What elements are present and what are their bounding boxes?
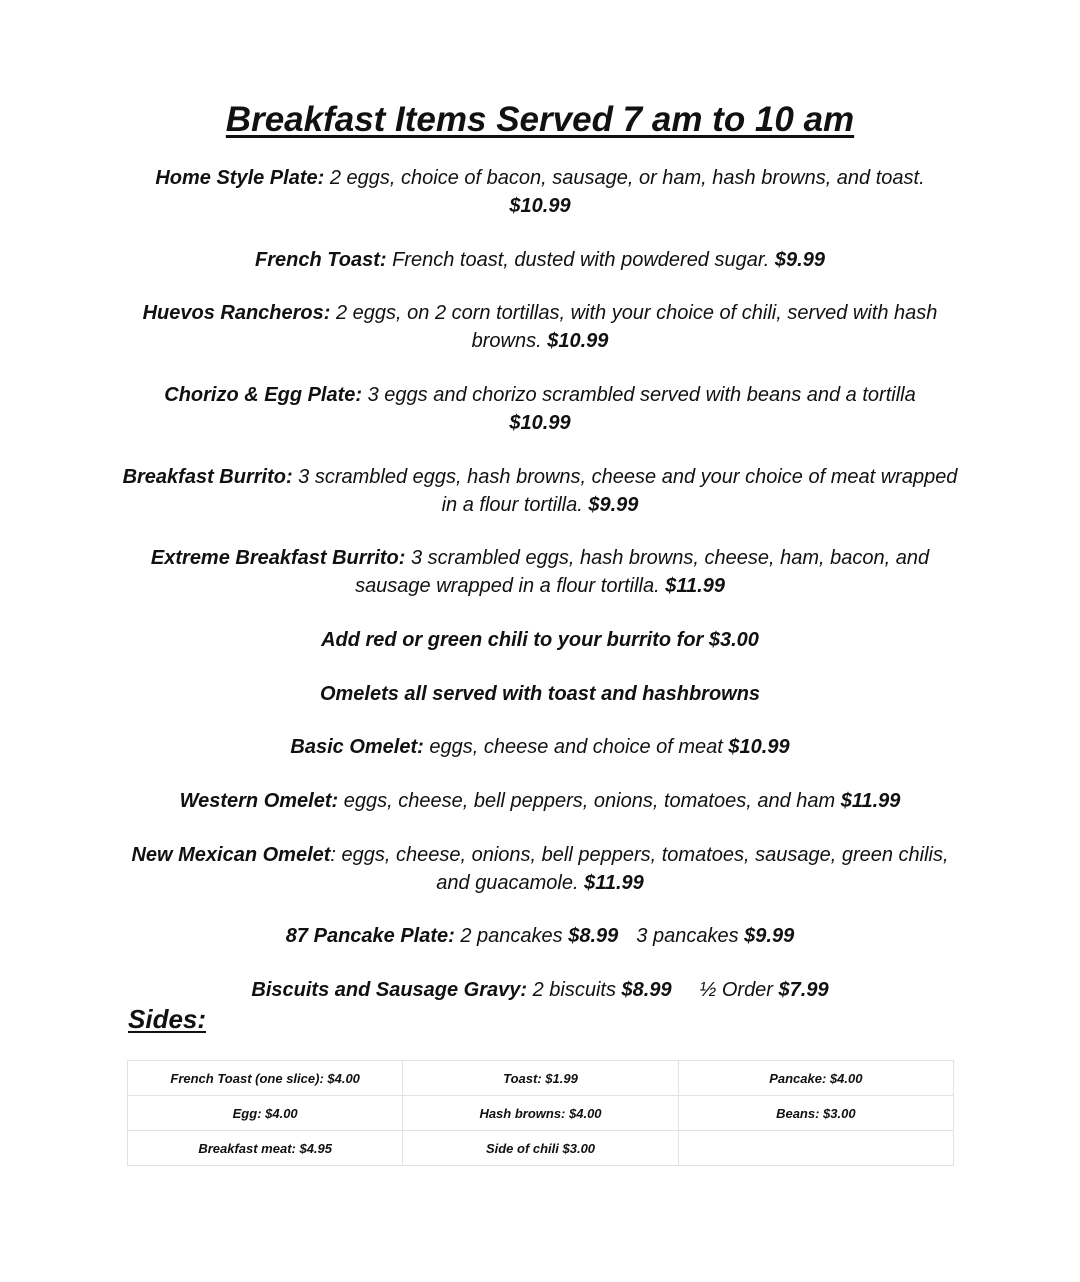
note-text: Add red or green chili to your burrito for $3.00 (321, 629, 759, 651)
table-row (128, 1061, 954, 1096)
item-price: $11.99 (840, 790, 901, 812)
table-cell: French Toast (one slice): $4.00 (128, 1061, 403, 1096)
item-desc: eggs, cheese and choice of meat (423, 736, 729, 758)
item-desc: 2 eggs, choice of bacon, sausage, or ham, hash browns, and toast. (324, 167, 925, 189)
item-price: $7.99 (778, 979, 829, 1001)
table-row (128, 1131, 954, 1166)
item-desc: 3 scrambled eggs, hash browns, cheese, ham, bacon, and sausage wrapped in a flour tortilla. (355, 547, 930, 597)
item-name: Huevos Rancheros: (142, 302, 331, 324)
item-name: Basic Omelet: (290, 736, 424, 758)
menu-item-extreme-burrito (120, 544, 960, 600)
item-price: $10.99 (509, 412, 571, 434)
sides-table (127, 1060, 954, 1166)
item-price: $9.99 (588, 494, 639, 516)
menu-item-pancake-plate (120, 922, 960, 950)
menu-item-french-toast (120, 246, 960, 274)
omelets-note (120, 680, 960, 708)
table-cell: Beans: $3.00 (678, 1096, 953, 1131)
menu-item-biscuits-gravy (120, 976, 960, 1004)
item-desc: 2 eggs, on 2 corn tortillas, with your choice of chili, served with hash browns. (330, 302, 938, 352)
item-price: $10.99 (509, 195, 571, 217)
menu-item-western-omelet (120, 787, 960, 815)
item-price: $8.99 (621, 979, 672, 1001)
item-desc: eggs, cheese, bell peppers, onions, tomatoes, and ham (338, 790, 841, 812)
item-name: Biscuits and Sausage Gravy: (251, 979, 528, 1001)
item-desc: 3 eggs and chorizo scrambled served with beans and a tortilla (362, 384, 916, 406)
item-price: $10.99 (547, 330, 609, 352)
item-option: ½ Order (699, 979, 779, 1001)
table-cell (678, 1131, 953, 1166)
table-cell: Hash browns: $4.00 (403, 1096, 678, 1131)
item-price: $11.99 (665, 575, 725, 597)
item-name: Home Style Plate: (155, 167, 325, 189)
item-price: $9.99 (774, 249, 825, 271)
item-desc: 3 scrambled eggs, hash browns, cheese and your choice of meat wrapped in a flour tortilla. (292, 466, 958, 516)
item-name: New Mexican Omelet (131, 844, 331, 866)
table-row (128, 1096, 954, 1131)
item-name: Breakfast Burrito: (122, 466, 293, 488)
item-name: Western Omelet: (179, 790, 339, 812)
item-price: $11.99 (584, 872, 644, 894)
menu-item-new-mexican-omelet (120, 841, 960, 897)
table-cell: Toast: $1.99 (403, 1061, 678, 1096)
item-price: $8.99 (568, 925, 619, 947)
item-option: 2 biscuits (527, 979, 622, 1001)
item-name: 87 Pancake Plate: (285, 925, 455, 947)
menu-item-chorizo-egg (120, 381, 960, 437)
item-name: Chorizo & Egg Plate: (164, 384, 363, 406)
menu-item-basic-omelet (120, 733, 960, 761)
item-desc: French toast, dusted with powdered sugar. (386, 249, 775, 271)
item-price: $10.99 (728, 736, 790, 758)
menu-item-huevos-rancheros (120, 299, 960, 355)
menu-title: Breakfast Items Served 7 am to 10 am (225, 100, 855, 139)
item-name: Extreme Breakfast Burrito: (150, 547, 406, 569)
item-option: 3 pancakes (636, 925, 745, 947)
item-price: $9.99 (744, 925, 795, 947)
note-text: Omelets all served with toast and hashbrowns (319, 683, 761, 705)
sides-heading: Sides: (128, 1004, 207, 1034)
item-desc: : eggs, cheese, onions, bell peppers, tomatoes, sausage, green chilis, and guacamole. (330, 844, 949, 894)
table-cell: Egg: $4.00 (128, 1096, 403, 1131)
table-cell: Side of chili $3.00 (403, 1131, 678, 1166)
menu-item-home-style (120, 164, 960, 220)
item-option: 2 pancakes (454, 925, 569, 947)
table-cell: Breakfast meat: $4.95 (128, 1131, 403, 1166)
item-name: French Toast: (255, 249, 387, 271)
chili-note (120, 626, 960, 654)
menu-item-breakfast-burrito (120, 463, 960, 519)
table-cell: Pancake: $4.00 (678, 1061, 953, 1096)
